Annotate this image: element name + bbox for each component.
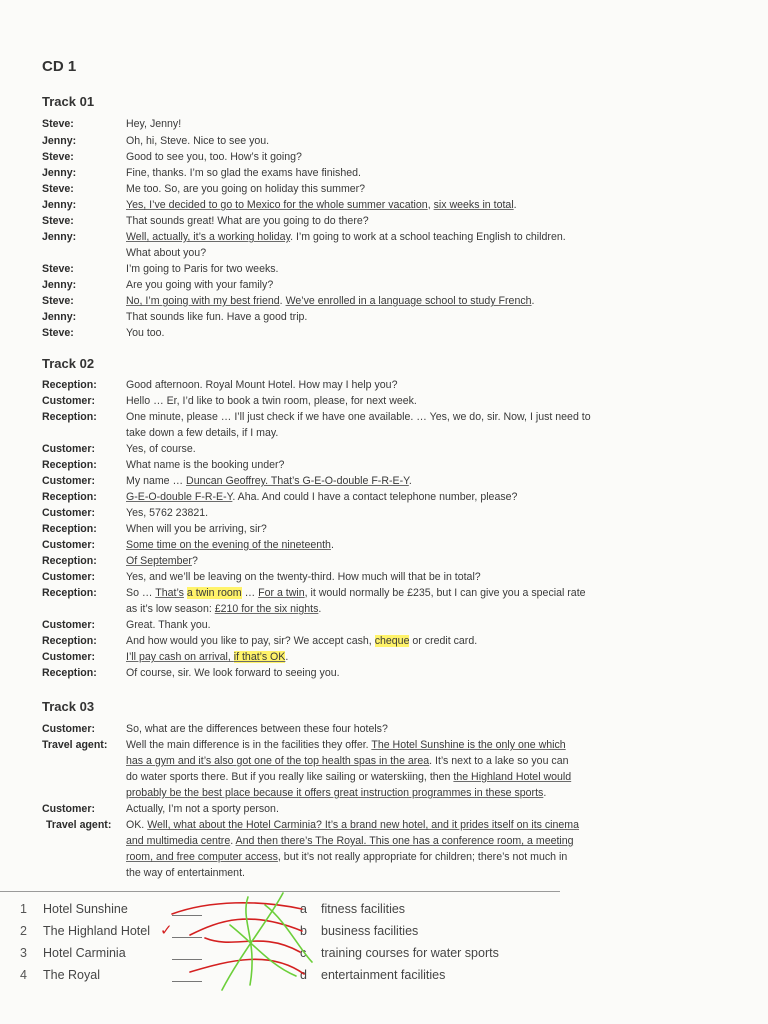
highlighted-text: if that’s OK	[233, 651, 286, 663]
underlined-text: and multimedia centre	[126, 835, 231, 847]
text-segment: So, what are the differences between these four hotels?	[126, 723, 388, 735]
text-segment: Well the main difference is in the facilities they offer.	[126, 739, 372, 751]
facility-name: fitness facilities	[321, 902, 406, 916]
text-segment: And how would you like to pay, sir? We accept cash,	[126, 635, 375, 647]
speaker-name: Steve:	[42, 118, 74, 130]
text-segment: Fine, thanks. I’m so glad the exams have finished.	[126, 167, 361, 179]
hotel-name: Hotel Sunshine	[43, 902, 128, 916]
underlined-text: That’s	[155, 587, 184, 599]
text-segment: One minute, please … I’ll just check if we have one available. … Yes, we do, sir. Now, I just need to	[126, 411, 591, 423]
speaker-name: Customer:	[42, 803, 95, 815]
text-segment: ,	[427, 199, 434, 211]
underlined-text: No, I’m going with my best friend	[126, 295, 280, 307]
speaker-name: Steve:	[42, 295, 74, 307]
text-segment: , it would normally be £235, but I can give you a special rate	[304, 587, 586, 599]
underlined-text: I’ll pay cash on arrival,	[126, 651, 234, 663]
text-segment: Of course, sir. We look forward to seeing you.	[126, 667, 340, 679]
speaker-name: Customer:	[42, 723, 95, 735]
speaker-name: Steve:	[42, 263, 74, 275]
underlined-text: room, and free computer access	[126, 851, 278, 863]
red-match-line	[172, 903, 302, 914]
track-title: Track 01	[42, 94, 95, 109]
speaker-name: Customer:	[42, 651, 95, 663]
speaker-name: Reception:	[42, 459, 97, 471]
text-segment: . I’m going to work at a school teaching English to children.	[290, 231, 566, 243]
text-segment: That sounds great! What are you going to do there?	[126, 215, 369, 227]
speaker-name: Customer:	[42, 395, 95, 407]
underlined-text: Duncan Geoffrey. That’s G-E-O-double F-R-E-Y	[186, 475, 409, 487]
hotel-number: 1	[20, 902, 27, 916]
underlined-text: And then there’s The Royal. This one has a conference room, a meeting	[235, 835, 574, 847]
green-match-line	[265, 905, 312, 962]
check-mark-icon: ✓	[160, 922, 173, 939]
speaker-name: Reception:	[42, 411, 97, 423]
speaker-name: Customer:	[42, 571, 95, 583]
text-segment: , but it’s not really appropriate for children; there’s not much in	[277, 851, 568, 863]
text-segment: .	[408, 475, 412, 487]
highlighted-text: cheque	[374, 635, 410, 647]
text-segment: Yes, and we’ll be leaving on the twenty-third. How much will that be in total?	[126, 571, 481, 583]
speaker-name: Reception:	[42, 587, 97, 599]
track-title: Track 02	[42, 356, 95, 371]
facility-name: training courses for water sports	[321, 946, 499, 960]
highlighted-text: a twin room	[186, 587, 242, 599]
speaker-name: Steve:	[42, 151, 74, 163]
speaker-name: Steve:	[42, 327, 74, 339]
text-segment: What about you?	[126, 247, 207, 259]
text-segment: .	[543, 787, 547, 799]
text-segment: Good afternoon. Royal Mount Hotel. How may I help you?	[126, 379, 398, 391]
underlined-text: six weeks in total	[433, 199, 514, 211]
speaker-name: Jenny:	[42, 167, 77, 179]
text-segment: do water sports there. But if you really like sailing or waterskiing, then	[126, 771, 454, 783]
hotel-number: 2	[20, 924, 27, 938]
hotel-number: 3	[20, 946, 27, 960]
underlined-text: the Highland Hotel would	[453, 771, 572, 783]
text-segment: Hey, Jenny!	[126, 118, 182, 130]
hotel-number: 4	[20, 968, 27, 982]
text-segment: the way of entertainment.	[126, 867, 245, 879]
underlined-text: Yes, I’ve decided to go to Mexico for the whole summer vacation	[126, 199, 428, 211]
text-segment: . It’s next to a lake so you can	[429, 755, 569, 767]
text-segment: .	[330, 539, 334, 551]
underlined-text: probably be the best place because it offers great instruction programmes in these sports	[126, 787, 544, 799]
facility-letter: b	[300, 924, 307, 938]
speaker-name: Travel agent:	[42, 739, 108, 751]
text-segment: So …	[126, 587, 156, 599]
facility-letter: a	[300, 902, 307, 916]
underlined-text: Of September	[126, 555, 192, 567]
underlined-text: Well, what about the Hotel Carminia? It’s a brand new hotel, and it prides itself on its cinema	[147, 819, 580, 831]
underlined-text: Well, actually, it’s a working holiday	[126, 231, 291, 243]
text-segment: I’m going to Paris for two weeks.	[126, 263, 279, 275]
speaker-name: Jenny:	[42, 199, 77, 211]
speaker-name: Customer:	[42, 619, 95, 631]
speaker-name: Jenny:	[42, 231, 77, 243]
text-segment: Yes, 5762 23821.	[126, 507, 209, 519]
speaker-name: Travel agent:	[46, 819, 112, 831]
speaker-name: Jenny:	[42, 311, 77, 323]
speaker-name: Customer:	[42, 443, 95, 455]
underlined-text: For a twin	[258, 587, 305, 599]
speaker-name: Reception:	[42, 555, 97, 567]
speaker-name: Reception:	[42, 667, 97, 679]
speaker-name: Customer:	[42, 507, 95, 519]
text-segment: . Aha. And could I have a contact telephone number, please?	[232, 491, 518, 503]
text-segment: Me too. So, are you going on holiday this summer?	[126, 183, 366, 195]
track-title: Track 03	[42, 699, 95, 714]
facility-name: entertainment facilities	[321, 968, 446, 982]
underlined-text: The Hotel Sunshine is the only one which	[371, 739, 566, 751]
text-segment: .	[230, 835, 236, 847]
speaker-name: Customer:	[42, 539, 95, 551]
speaker-name: Reception:	[42, 523, 97, 535]
text-segment: Good to see you, too. How’s it going?	[126, 151, 302, 163]
text-segment: Are you going with your family?	[126, 279, 274, 291]
speaker-name: Reception:	[42, 491, 97, 503]
underlined-text: has a gym and it’s also got one of the top health spas in the area	[126, 755, 430, 767]
hotel-name: The Royal	[43, 968, 100, 982]
speaker-name: Jenny:	[42, 135, 77, 147]
underlined-text: We’ve enrolled in a language school to study French	[285, 295, 532, 307]
text-segment: That sounds like fun. Have a good trip.	[126, 311, 308, 323]
speaker-name: Jenny:	[42, 279, 77, 291]
text-segment: or credit card.	[409, 635, 478, 647]
cd-title: CD 1	[42, 58, 77, 75]
text-segment: When will you be arriving, sir?	[126, 523, 267, 535]
speaker-name: Reception:	[42, 635, 97, 647]
speaker-name: Steve:	[42, 183, 74, 195]
underlined-text: G-E-O-double F-R-E-Y	[126, 491, 233, 503]
underlined-text: Some time on the evening of the nineteenth	[126, 539, 331, 551]
text-segment: .	[279, 295, 286, 307]
text-segment: ?	[191, 555, 198, 567]
green-match-line	[230, 925, 296, 976]
text-segment: take down a few details, if I may.	[126, 427, 279, 439]
text-segment: …	[241, 587, 259, 599]
text-segment: Great. Thank you.	[126, 619, 211, 631]
speaker-name: Steve:	[42, 215, 74, 227]
hotel-name: Hotel Carminia	[43, 946, 126, 960]
speaker-name: Reception:	[42, 379, 97, 391]
speaker-name: Customer:	[42, 475, 95, 487]
facility-letter: c	[300, 946, 307, 960]
facility-name: business facilities	[321, 924, 419, 938]
facility-letter: d	[300, 968, 307, 982]
text-segment: as it’s low season:	[126, 603, 215, 615]
text-segment: .	[318, 603, 322, 615]
text-segment: .	[285, 651, 289, 663]
hotel-name: The Highland Hotel	[43, 924, 151, 938]
text-segment: Oh, hi, Steve. Nice to see you.	[126, 135, 270, 147]
text-segment: Yes, of course.	[126, 443, 196, 455]
text-segment: Hello … Er, I’d like to book a twin room, please, for next week.	[126, 395, 417, 407]
text-segment: OK.	[126, 819, 148, 831]
text-segment: Actually, I’m not a sporty person.	[126, 803, 279, 815]
text-segment: .	[513, 199, 517, 211]
text-segment: What name is the booking under?	[126, 459, 285, 471]
text-segment: You too.	[126, 327, 165, 339]
underlined-text: £210 for the six nights	[214, 603, 319, 615]
text-segment: .	[531, 295, 535, 307]
text-segment: My name …	[126, 475, 187, 487]
